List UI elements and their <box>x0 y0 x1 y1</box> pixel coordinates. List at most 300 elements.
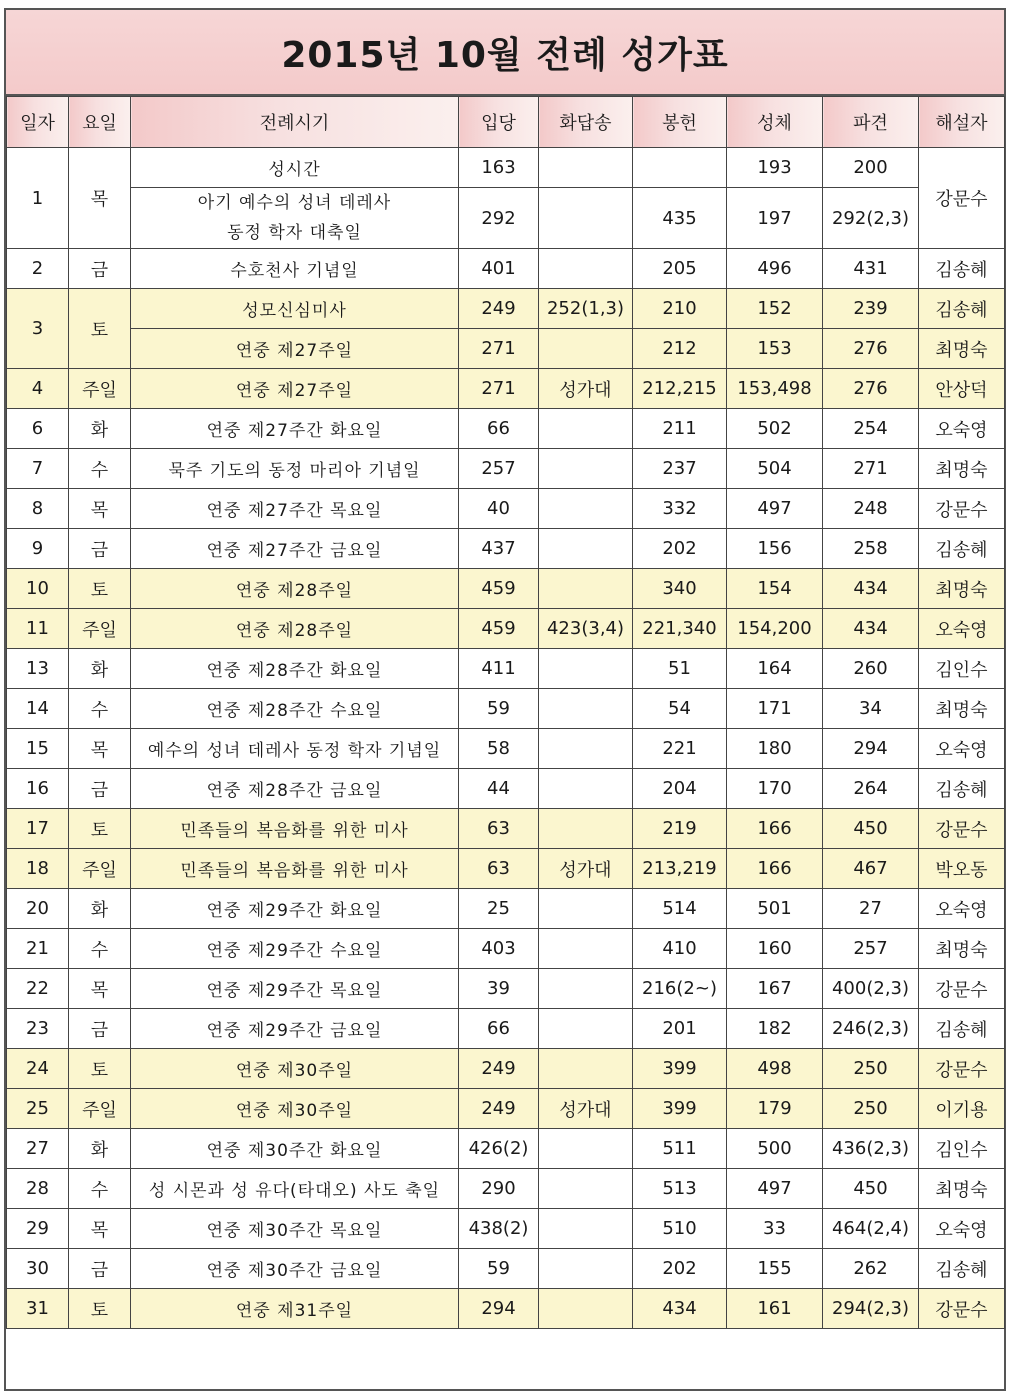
cell-season: 성시간 <box>131 148 459 188</box>
table-row <box>7 1249 1005 1289</box>
table-row <box>7 1209 1005 1249</box>
cell-season: 연중 제28주일 <box>131 609 459 649</box>
cell-dismissal: 464(2,4) <box>823 1209 919 1249</box>
cell-dismissal: 27 <box>823 889 919 929</box>
cell-offertory: 51 <box>633 649 727 689</box>
page-title: 2015년 10월 전례 성가표 <box>281 34 729 76</box>
table-row <box>7 529 1005 569</box>
cell-day: 6 <box>7 409 69 449</box>
cell-entrance: 66 <box>459 1009 539 1049</box>
cell-dismissal: 239 <box>823 289 919 329</box>
cell-day: 23 <box>7 1009 69 1049</box>
cell-season: 연중 제28주간 금요일 <box>131 769 459 809</box>
table-row <box>7 889 1005 929</box>
cell-dismissal: 434 <box>823 609 919 649</box>
cell-dismissal: 34 <box>823 689 919 729</box>
cell-entrance: 290 <box>459 1169 539 1209</box>
cell-communion: 496 <box>727 249 823 289</box>
cell-offertory: 202 <box>633 529 727 569</box>
cell-dow: 목 <box>69 1209 131 1249</box>
cell-commentator: 박오동 <box>919 849 1005 889</box>
cell-dow: 수 <box>69 449 131 489</box>
cell-commentator: 강문수 <box>919 1049 1005 1089</box>
cell-entrance: 249 <box>459 1089 539 1129</box>
table-row <box>7 1169 1005 1209</box>
cell-dismissal: 250 <box>823 1049 919 1089</box>
cell-day: 3 <box>7 289 69 369</box>
cell-dismissal: 276 <box>823 329 919 369</box>
cell-entrance: 292 <box>459 188 539 249</box>
cell-season: 연중 제27주간 금요일 <box>131 529 459 569</box>
cell-day: 13 <box>7 649 69 689</box>
cell-commentator: 김송혜 <box>919 529 1005 569</box>
cell-season: 예수의 성녀 데레사 동정 학자 기념일 <box>131 729 459 769</box>
cell-offertory: 237 <box>633 449 727 489</box>
cell-dow: 수 <box>69 929 131 969</box>
cell-season: 민족들의 복음화를 위한 미사 <box>131 809 459 849</box>
cell-offertory: 510 <box>633 1209 727 1249</box>
cell-communion: 179 <box>727 1089 823 1129</box>
cell-offertory: 340 <box>633 569 727 609</box>
cell-entrance: 63 <box>459 809 539 849</box>
cell-responsorial <box>539 449 633 489</box>
cell-dismissal: 467 <box>823 849 919 889</box>
cell-day: 10 <box>7 569 69 609</box>
cell-day: 29 <box>7 1209 69 1249</box>
cell-responsorial <box>539 329 633 369</box>
cell-entrance: 39 <box>459 969 539 1009</box>
cell-offertory: 205 <box>633 249 727 289</box>
cell-day: 16 <box>7 769 69 809</box>
table-row <box>7 809 1005 849</box>
cell-dismissal: 276 <box>823 369 919 409</box>
cell-responsorial <box>539 649 633 689</box>
cell-dow: 토 <box>69 809 131 849</box>
cell-commentator: 최명숙 <box>919 1169 1005 1209</box>
cell-commentator: 김송혜 <box>919 289 1005 329</box>
cell-communion: 504 <box>727 449 823 489</box>
cell-responsorial: 423(3,4) <box>539 609 633 649</box>
cell-day: 21 <box>7 929 69 969</box>
cell-entrance: 294 <box>459 1289 539 1329</box>
cell-day: 8 <box>7 489 69 529</box>
cell-responsorial <box>539 929 633 969</box>
cell-dow: 목 <box>69 969 131 1009</box>
cell-commentator: 강문수 <box>919 148 1005 249</box>
cell-offertory: 213,219 <box>633 849 727 889</box>
cell-communion: 497 <box>727 1169 823 1209</box>
cell-day: 31 <box>7 1289 69 1329</box>
cell-dow: 화 <box>69 889 131 929</box>
cell-day: 27 <box>7 1129 69 1169</box>
cell-communion: 180 <box>727 729 823 769</box>
cell-dow: 금 <box>69 1009 131 1049</box>
table-row <box>7 769 1005 809</box>
cell-entrance: 271 <box>459 369 539 409</box>
table-row <box>7 969 1005 1009</box>
header-responsorial: 화답송 <box>539 97 633 148</box>
cell-offertory: 221 <box>633 729 727 769</box>
cell-offertory: 216(2~) <box>633 969 727 1009</box>
table-row <box>7 569 1005 609</box>
cell-day: 15 <box>7 729 69 769</box>
cell-responsorial <box>539 569 633 609</box>
table-row <box>7 689 1005 729</box>
table-row <box>7 609 1005 649</box>
cell-commentator: 오숙영 <box>919 889 1005 929</box>
cell-commentator: 강문수 <box>919 969 1005 1009</box>
cell-entrance: 426(2) <box>459 1129 539 1169</box>
cell-responsorial <box>539 1169 633 1209</box>
table-row <box>7 329 1005 369</box>
cell-offertory: 434 <box>633 1289 727 1329</box>
cell-entrance: 40 <box>459 489 539 529</box>
cell-offertory: 221,340 <box>633 609 727 649</box>
cell-dow: 주일 <box>69 369 131 409</box>
table-row <box>7 1289 1005 1329</box>
cell-communion: 33 <box>727 1209 823 1249</box>
cell-season: 연중 제28주간 화요일 <box>131 649 459 689</box>
cell-responsorial <box>539 1049 633 1089</box>
cell-commentator: 오숙영 <box>919 729 1005 769</box>
cell-entrance: 401 <box>459 249 539 289</box>
cell-communion: 166 <box>727 809 823 849</box>
cell-entrance: 403 <box>459 929 539 969</box>
cell-offertory: 399 <box>633 1049 727 1089</box>
cell-season: 연중 제27주일 <box>131 329 459 369</box>
cell-communion: 156 <box>727 529 823 569</box>
cell-season: 수호천사 기념일 <box>131 249 459 289</box>
cell-day: 7 <box>7 449 69 489</box>
cell-dismissal: 434 <box>823 569 919 609</box>
cell-dismissal: 436(2,3) <box>823 1129 919 1169</box>
cell-communion: 167 <box>727 969 823 1009</box>
cell-responsorial: 성가대 <box>539 1089 633 1129</box>
cell-dow: 토 <box>69 1289 131 1329</box>
header-row <box>7 97 1005 148</box>
cell-entrance: 249 <box>459 1049 539 1089</box>
cell-commentator: 김송혜 <box>919 249 1005 289</box>
cell-dow: 금 <box>69 249 131 289</box>
cell-offertory: 211 <box>633 409 727 449</box>
cell-dow: 수 <box>69 1169 131 1209</box>
cell-responsorial <box>539 689 633 729</box>
cell-season: 연중 제29주간 목요일 <box>131 969 459 1009</box>
cell-offertory: 204 <box>633 769 727 809</box>
cell-day: 11 <box>7 609 69 649</box>
cell-day: 17 <box>7 809 69 849</box>
cell-season: 연중 제28주간 수요일 <box>131 689 459 729</box>
cell-dismissal: 248 <box>823 489 919 529</box>
cell-communion: 161 <box>727 1289 823 1329</box>
table-row <box>7 289 1005 329</box>
cell-day: 1 <box>7 148 69 249</box>
cell-responsorial <box>539 249 633 289</box>
cell-responsorial <box>539 409 633 449</box>
header-dismissal: 파견 <box>823 97 919 148</box>
cell-commentator: 오숙영 <box>919 409 1005 449</box>
cell-responsorial <box>539 529 633 569</box>
hymn-table <box>6 96 1005 1329</box>
cell-communion: 497 <box>727 489 823 529</box>
cell-entrance: 59 <box>459 1249 539 1289</box>
cell-entrance: 44 <box>459 769 539 809</box>
cell-commentator: 오숙영 <box>919 1209 1005 1249</box>
cell-dismissal: 258 <box>823 529 919 569</box>
cell-responsorial <box>539 1209 633 1249</box>
cell-commentator: 강문수 <box>919 1289 1005 1329</box>
cell-responsorial <box>539 1289 633 1329</box>
cell-season: 연중 제31주일 <box>131 1289 459 1329</box>
table-row <box>7 849 1005 889</box>
table-row <box>7 929 1005 969</box>
cell-entrance: 25 <box>459 889 539 929</box>
cell-commentator: 최명숙 <box>919 569 1005 609</box>
cell-communion: 154 <box>727 569 823 609</box>
table-row <box>7 1009 1005 1049</box>
header-day: 일자 <box>7 97 69 148</box>
cell-communion: 501 <box>727 889 823 929</box>
title-band <box>6 10 1004 96</box>
header-offertory: 봉헌 <box>633 97 727 148</box>
cell-season: 연중 제27주일 <box>131 369 459 409</box>
cell-offertory: 202 <box>633 1249 727 1289</box>
cell-day: 18 <box>7 849 69 889</box>
cell-commentator: 최명숙 <box>919 689 1005 729</box>
cell-day: 22 <box>7 969 69 1009</box>
cell-communion: 193 <box>727 148 823 188</box>
cell-responsorial: 252(1,3) <box>539 289 633 329</box>
header-season: 전례시기 <box>131 97 459 148</box>
cell-commentator: 김송혜 <box>919 1009 1005 1049</box>
cell-dismissal: 400(2,3) <box>823 969 919 1009</box>
cell-offertory: 399 <box>633 1089 727 1129</box>
header-dow: 요일 <box>69 97 131 148</box>
cell-season: 연중 제27주간 화요일 <box>131 409 459 449</box>
cell-dismissal: 257 <box>823 929 919 969</box>
cell-responsorial <box>539 889 633 929</box>
cell-dow: 주일 <box>69 1089 131 1129</box>
cell-offertory: 219 <box>633 809 727 849</box>
cell-communion: 153 <box>727 329 823 369</box>
cell-communion: 164 <box>727 649 823 689</box>
cell-entrance: 63 <box>459 849 539 889</box>
cell-responsorial <box>539 188 633 249</box>
cell-dismissal: 260 <box>823 649 919 689</box>
cell-dow: 토 <box>69 1049 131 1089</box>
cell-day: 14 <box>7 689 69 729</box>
cell-day: 30 <box>7 1249 69 1289</box>
cell-entrance: 271 <box>459 329 539 369</box>
cell-season: 연중 제29주간 수요일 <box>131 929 459 969</box>
cell-communion: 153,498 <box>727 369 823 409</box>
cell-day: 25 <box>7 1089 69 1129</box>
cell-dismissal: 450 <box>823 809 919 849</box>
cell-communion: 171 <box>727 689 823 729</box>
cell-entrance: 163 <box>459 148 539 188</box>
cell-day: 2 <box>7 249 69 289</box>
cell-responsorial <box>539 729 633 769</box>
cell-dow: 화 <box>69 1129 131 1169</box>
table-row <box>7 369 1005 409</box>
cell-commentator: 김송혜 <box>919 1249 1005 1289</box>
cell-communion: 498 <box>727 1049 823 1089</box>
cell-communion: 197 <box>727 188 823 249</box>
cell-commentator: 김송혜 <box>919 769 1005 809</box>
cell-dismissal: 450 <box>823 1169 919 1209</box>
cell-responsorial <box>539 1009 633 1049</box>
cell-dismissal: 431 <box>823 249 919 289</box>
cell-entrance: 59 <box>459 689 539 729</box>
cell-season: 연중 제30주간 목요일 <box>131 1209 459 1249</box>
cell-dismissal: 294(2,3) <box>823 1289 919 1329</box>
cell-dismissal: 264 <box>823 769 919 809</box>
cell-dow: 토 <box>69 289 131 369</box>
cell-season: 연중 제30주간 금요일 <box>131 1249 459 1289</box>
cell-dismissal: 292(2,3) <box>823 188 919 249</box>
cell-offertory: 332 <box>633 489 727 529</box>
cell-offertory <box>633 148 727 188</box>
cell-offertory: 514 <box>633 889 727 929</box>
cell-dow: 금 <box>69 529 131 569</box>
hymn-schedule-sheet <box>4 8 1006 1391</box>
cell-dow: 주일 <box>69 609 131 649</box>
cell-offertory: 511 <box>633 1129 727 1169</box>
cell-offertory: 435 <box>633 188 727 249</box>
cell-dow: 화 <box>69 409 131 449</box>
table-row <box>7 649 1005 689</box>
cell-communion: 152 <box>727 289 823 329</box>
table-row <box>7 249 1005 289</box>
cell-offertory: 54 <box>633 689 727 729</box>
cell-responsorial <box>539 809 633 849</box>
cell-season: 연중 제30주간 화요일 <box>131 1129 459 1169</box>
table-body <box>7 148 1005 1329</box>
cell-entrance: 66 <box>459 409 539 449</box>
cell-responsorial <box>539 769 633 809</box>
cell-dismissal: 200 <box>823 148 919 188</box>
cell-entrance: 459 <box>459 569 539 609</box>
cell-communion: 182 <box>727 1009 823 1049</box>
cell-communion: 154,200 <box>727 609 823 649</box>
cell-entrance: 459 <box>459 609 539 649</box>
cell-season: 묵주 기도의 동정 마리아 기념일 <box>131 449 459 489</box>
cell-dow: 목 <box>69 489 131 529</box>
cell-season: 성 시몬과 성 유다(타대오) 사도 축일 <box>131 1169 459 1209</box>
cell-responsorial <box>539 1129 633 1169</box>
cell-responsorial <box>539 148 633 188</box>
cell-dow: 수 <box>69 689 131 729</box>
cell-responsorial: 성가대 <box>539 369 633 409</box>
cell-responsorial <box>539 1249 633 1289</box>
cell-dow: 화 <box>69 649 131 689</box>
table-row <box>7 1129 1005 1169</box>
cell-commentator: 김인수 <box>919 649 1005 689</box>
cell-season: 연중 제30주일 <box>131 1089 459 1129</box>
cell-dow: 금 <box>69 769 131 809</box>
table-row <box>7 1089 1005 1129</box>
cell-commentator: 강문수 <box>919 809 1005 849</box>
cell-dismissal: 294 <box>823 729 919 769</box>
cell-offertory: 410 <box>633 929 727 969</box>
cell-entrance: 257 <box>459 449 539 489</box>
cell-dismissal: 246(2,3) <box>823 1009 919 1049</box>
cell-dow: 토 <box>69 569 131 609</box>
cell-entrance: 249 <box>459 289 539 329</box>
table-row <box>7 1049 1005 1089</box>
header-communion: 성체 <box>727 97 823 148</box>
table-row <box>7 449 1005 489</box>
cell-responsorial <box>539 489 633 529</box>
cell-season: 아기 예수의 성녀 데레사 동정 학자 대축일 <box>131 188 459 249</box>
cell-offertory: 210 <box>633 289 727 329</box>
cell-season: 연중 제30주일 <box>131 1049 459 1089</box>
table-row <box>7 729 1005 769</box>
cell-commentator: 김인수 <box>919 1129 1005 1169</box>
cell-responsorial <box>539 969 633 1009</box>
cell-day: 20 <box>7 889 69 929</box>
cell-day: 28 <box>7 1169 69 1209</box>
cell-offertory: 212,215 <box>633 369 727 409</box>
cell-entrance: 437 <box>459 529 539 569</box>
cell-commentator: 최명숙 <box>919 449 1005 489</box>
cell-responsorial: 성가대 <box>539 849 633 889</box>
cell-day: 4 <box>7 369 69 409</box>
cell-entrance: 438(2) <box>459 1209 539 1249</box>
table-row <box>7 489 1005 529</box>
table-row <box>7 148 1005 188</box>
cell-commentator: 최명숙 <box>919 929 1005 969</box>
cell-commentator: 최명숙 <box>919 329 1005 369</box>
cell-season: 민족들의 복음화를 위한 미사 <box>131 849 459 889</box>
cell-dow: 주일 <box>69 849 131 889</box>
cell-dismissal: 262 <box>823 1249 919 1289</box>
cell-day: 24 <box>7 1049 69 1089</box>
cell-season: 성모신심미사 <box>131 289 459 329</box>
table-row <box>7 409 1005 449</box>
cell-communion: 155 <box>727 1249 823 1289</box>
header-entrance: 입당 <box>459 97 539 148</box>
cell-offertory: 513 <box>633 1169 727 1209</box>
cell-commentator: 안상덕 <box>919 369 1005 409</box>
cell-communion: 502 <box>727 409 823 449</box>
cell-dismissal: 271 <box>823 449 919 489</box>
cell-season: 연중 제29주간 금요일 <box>131 1009 459 1049</box>
cell-entrance: 411 <box>459 649 539 689</box>
cell-communion: 166 <box>727 849 823 889</box>
cell-season: 연중 제27주간 목요일 <box>131 489 459 529</box>
cell-communion: 170 <box>727 769 823 809</box>
cell-communion: 160 <box>727 929 823 969</box>
cell-communion: 500 <box>727 1129 823 1169</box>
table-row <box>7 188 1005 249</box>
cell-dow: 금 <box>69 1249 131 1289</box>
cell-season: 연중 제29주간 화요일 <box>131 889 459 929</box>
cell-commentator: 이기용 <box>919 1089 1005 1129</box>
header-commentator: 해설자 <box>919 97 1005 148</box>
cell-season: 연중 제28주일 <box>131 569 459 609</box>
cell-entrance: 58 <box>459 729 539 769</box>
cell-dow: 목 <box>69 148 131 249</box>
cell-dow: 목 <box>69 729 131 769</box>
cell-day: 9 <box>7 529 69 569</box>
cell-offertory: 201 <box>633 1009 727 1049</box>
cell-dismissal: 250 <box>823 1089 919 1129</box>
cell-commentator: 오숙영 <box>919 609 1005 649</box>
cell-offertory: 212 <box>633 329 727 369</box>
cell-commentator: 강문수 <box>919 489 1005 529</box>
cell-dismissal: 254 <box>823 409 919 449</box>
